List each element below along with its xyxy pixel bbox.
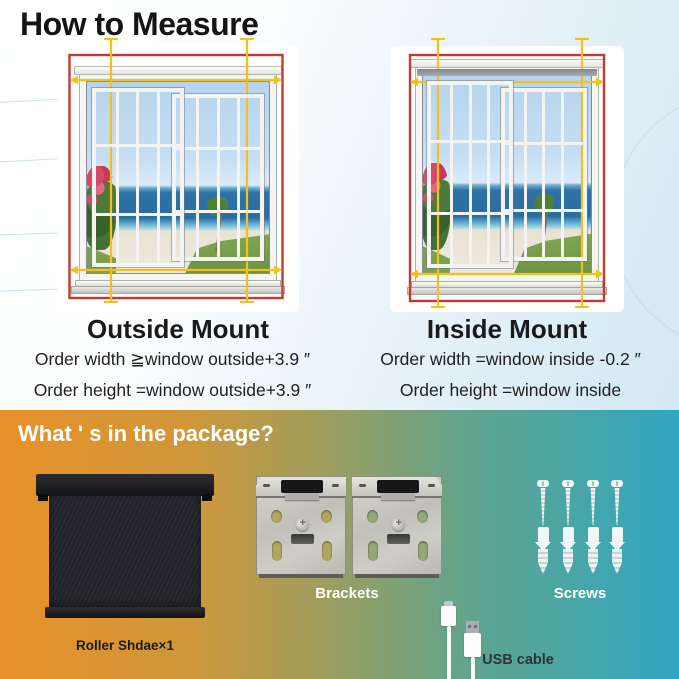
window-glass-scene xyxy=(86,81,270,274)
screw xyxy=(587,480,599,526)
outside-mount-heading: Outside Mount xyxy=(87,314,269,344)
window-sash-left xyxy=(92,88,185,268)
wall-anchor xyxy=(560,527,576,576)
window-sash-left xyxy=(427,81,513,268)
window-frame xyxy=(79,74,277,281)
roller-shade-fabric xyxy=(49,496,201,608)
outside-width-rule: Order width ≧window outside+3.9 ″ xyxy=(34,349,311,369)
window-sash-right xyxy=(501,88,587,261)
screw xyxy=(537,480,549,526)
mounting-bracket xyxy=(352,476,442,575)
window-frame xyxy=(415,67,599,282)
window-illustration xyxy=(79,66,277,294)
screws-label: Screws xyxy=(553,585,607,602)
wall-anchor xyxy=(585,527,601,576)
brackets-label: Brackets xyxy=(315,585,379,602)
micro-usb-connector xyxy=(441,601,456,679)
screw xyxy=(611,480,623,526)
page-title: How to Measure xyxy=(20,6,259,42)
window-sill xyxy=(407,287,607,295)
inside-mount-heading: Inside Mount xyxy=(426,314,588,344)
outside-height-rule: Order height =window outside+3.9 ″ xyxy=(33,380,312,400)
inside-height-rule: Order height =window inside xyxy=(399,380,622,400)
screw xyxy=(562,480,574,526)
usb-cable-label: USB cable xyxy=(482,652,554,668)
package-section xyxy=(0,410,679,679)
mounting-bracket xyxy=(256,476,346,575)
inside-width-rule: Order width =window inside -0.2 ″ xyxy=(380,349,641,369)
wall-anchor xyxy=(535,527,551,576)
window-illustration xyxy=(415,59,599,295)
wall-anchor xyxy=(609,527,625,576)
package-heading: What ' s in the package? xyxy=(18,421,274,446)
roller-shade-cassette xyxy=(36,474,214,496)
roller-shade-label: Roller Shdae×1 xyxy=(76,638,174,653)
window-sash-right xyxy=(172,94,265,260)
window-sill xyxy=(71,286,285,294)
inside-mount-diagram xyxy=(390,46,624,312)
roller-shade-bottom-bar xyxy=(45,607,205,618)
window-glass-scene xyxy=(422,74,592,275)
usb-a-connector xyxy=(464,621,481,679)
outside-mount-diagram xyxy=(57,46,299,312)
